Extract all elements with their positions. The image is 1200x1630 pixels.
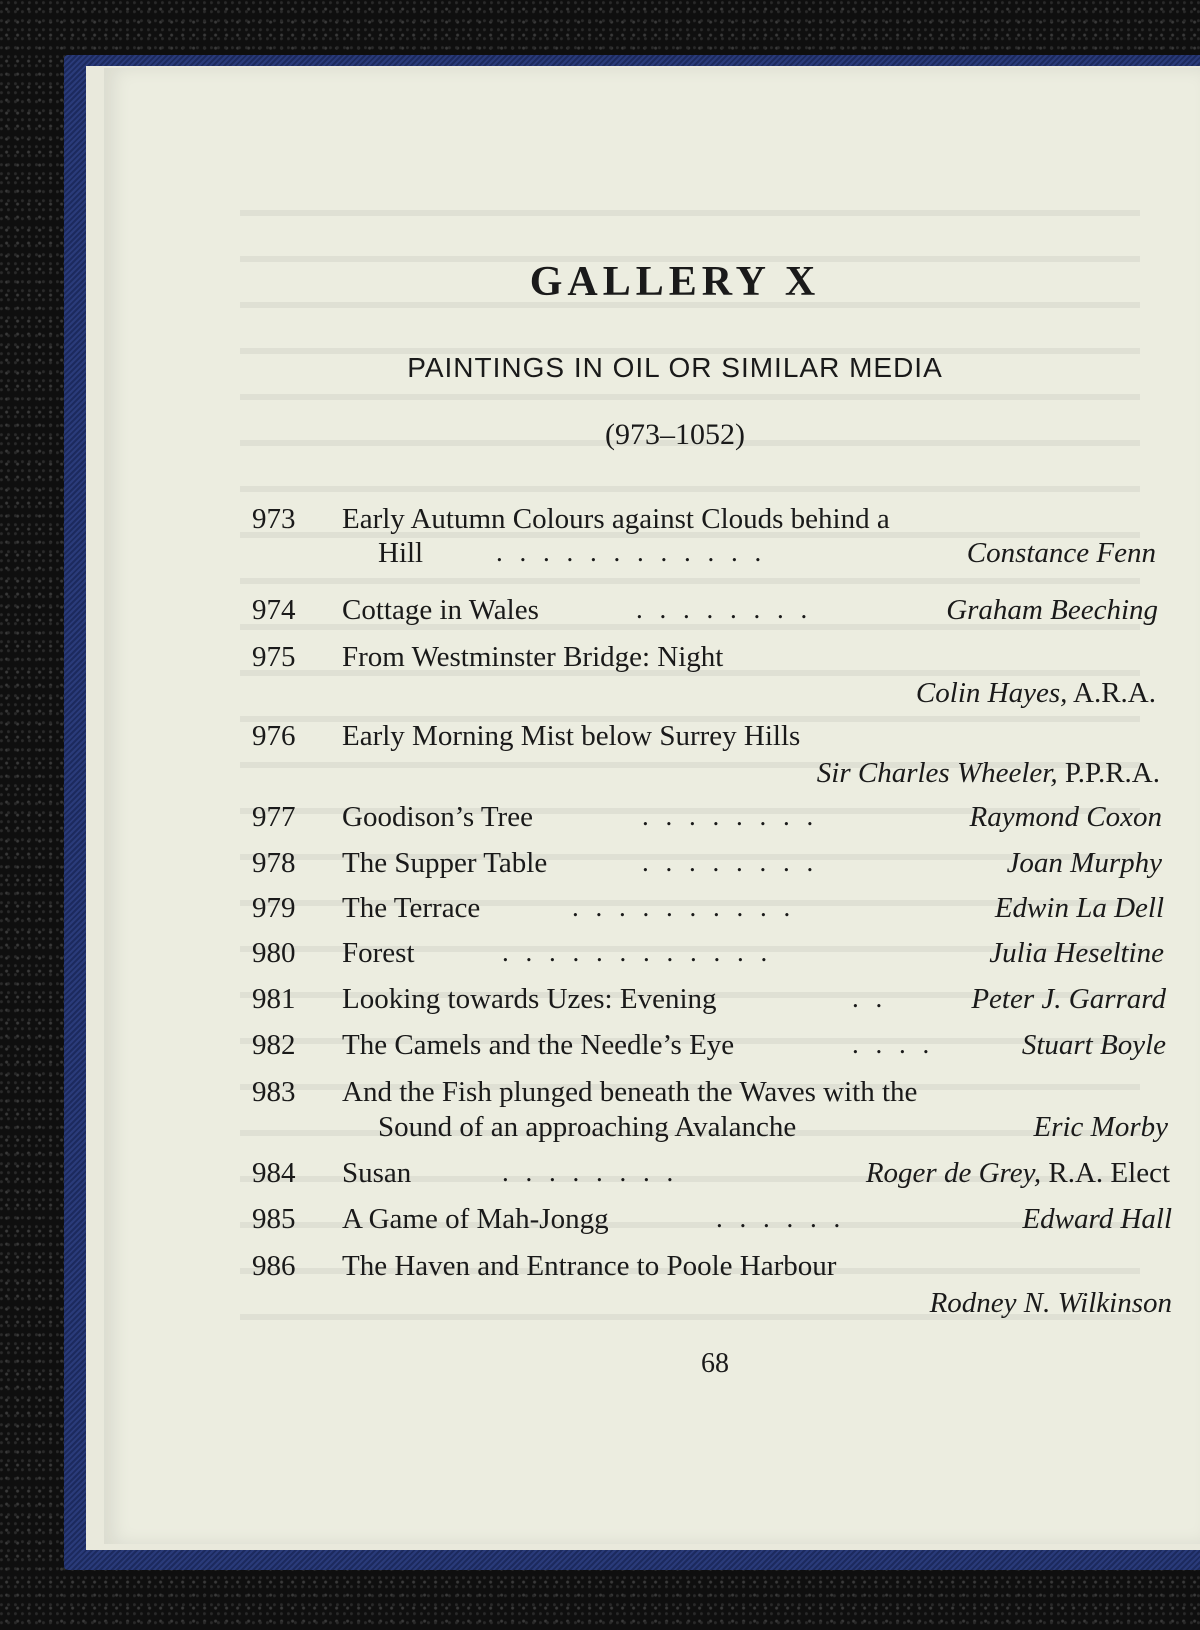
entry-artist: Roger de Grey, R.A. Elect xyxy=(865,1157,1170,1189)
entry-title: The Terrace xyxy=(342,892,481,924)
catalogue-entry xyxy=(0,594,1200,639)
entry-title: A Game of Mah-Jongg xyxy=(342,1203,609,1235)
entry-title: From Westminster Bridge: Night xyxy=(342,641,724,673)
entry-number: 982 xyxy=(252,1029,296,1061)
gallery-subtitle: PAINTINGS IN OIL OR SIMILAR MEDIA xyxy=(407,352,943,383)
catalogue-entry-continued xyxy=(0,677,1200,722)
entry-artist: Julia Heseltine xyxy=(989,937,1164,969)
catalogue-entry-continued xyxy=(0,757,1200,802)
entry-artist: Colin Hayes, A.R.A. xyxy=(915,677,1156,709)
entry-title: The Haven and Entrance to Poole Harbour xyxy=(342,1250,837,1282)
catalogue-entry-continued xyxy=(0,537,1200,582)
entry-artist: Peter J. Garrard xyxy=(971,983,1166,1015)
entry-title: And the Fish plunged beneath the Waves with the xyxy=(342,1076,918,1108)
entry-number: 978 xyxy=(252,847,296,879)
dot-leader: . . xyxy=(852,983,888,1013)
catalogue-entry xyxy=(0,801,1200,846)
entry-title: Hill xyxy=(378,537,424,569)
entry-title: Cottage in Wales xyxy=(342,594,539,626)
catalogue-entry xyxy=(0,847,1200,892)
entry-artist: Sir Charles Wheeler, P.P.R.A. xyxy=(816,757,1160,789)
entry-title: The Camels and the Needle’s Eye xyxy=(342,1029,735,1061)
dot-leader: . . . . . . . . . . xyxy=(572,892,796,922)
dot-leader: . . . . . . . . xyxy=(642,801,819,831)
entry-artist: Edwin La Dell xyxy=(994,892,1164,924)
entry-number: 979 xyxy=(252,892,296,924)
entry-number: 983 xyxy=(252,1076,296,1108)
entry-artist: Rodney N. Wilkinson xyxy=(929,1287,1172,1319)
entry-number: 975 xyxy=(252,641,296,673)
entry-number: 976 xyxy=(252,720,296,752)
catalogue-entry xyxy=(0,1157,1200,1202)
dot-leader: . . . . . . . . xyxy=(502,1157,679,1187)
catalogue-entry xyxy=(0,1029,1200,1074)
catalogue-entry-continued xyxy=(0,1111,1200,1156)
entry-artist: Joan Murphy xyxy=(1006,847,1162,879)
entry-number: 984 xyxy=(252,1157,296,1189)
entry-title: Early Autumn Colours against Clouds behind a xyxy=(342,503,890,535)
entry-title: Sound of an approaching Avalanche xyxy=(378,1111,797,1143)
entry-number: 985 xyxy=(252,1203,296,1235)
dot-leader: . . . . . . . . xyxy=(636,594,813,624)
entry-artist: Raymond Coxon xyxy=(969,801,1162,833)
entry-number: 980 xyxy=(252,937,296,969)
dot-leader: . . . . . . . . . . . . xyxy=(502,937,773,967)
entry-artist: Eric Morby xyxy=(1033,1111,1168,1143)
entry-title: Goodison’s Tree xyxy=(342,801,533,833)
entry-number: 973 xyxy=(252,503,296,535)
catalogue-entry-continued xyxy=(0,1287,1200,1332)
entry-artist: Edward Hall xyxy=(1022,1203,1172,1235)
dot-leader: . . . . . . . . . . . . xyxy=(496,537,767,567)
entry-number: 986 xyxy=(252,1250,296,1282)
entry-title: Forest xyxy=(342,937,415,969)
entry-title: Looking towards Uzes: Evening xyxy=(342,983,717,1015)
entry-title: The Supper Table xyxy=(342,847,548,879)
entry-artist: Graham Beeching xyxy=(946,594,1158,626)
page-number: 68 xyxy=(701,1348,729,1379)
gallery-title: GALLERY X xyxy=(529,259,821,305)
entry-number: 977 xyxy=(252,801,296,833)
catalogue-range: (973–1052) xyxy=(605,418,745,451)
dot-leader: . . . . . . . . xyxy=(642,847,819,877)
dot-leader: . . . . . . xyxy=(716,1203,846,1233)
catalogue-entry xyxy=(0,937,1200,982)
entry-number: 981 xyxy=(252,983,296,1015)
catalogue-entry xyxy=(0,892,1200,937)
dot-leader: . . . . xyxy=(852,1029,935,1059)
entry-title: Early Morning Mist below Surrey Hills xyxy=(342,720,801,752)
entry-number: 974 xyxy=(252,594,296,626)
catalogue-entry xyxy=(0,1203,1200,1248)
entry-title: Susan xyxy=(342,1157,412,1189)
entry-artist: Constance Fenn xyxy=(966,537,1156,569)
catalogue-entry xyxy=(0,983,1200,1028)
entry-artist: Stuart Boyle xyxy=(1021,1029,1166,1061)
